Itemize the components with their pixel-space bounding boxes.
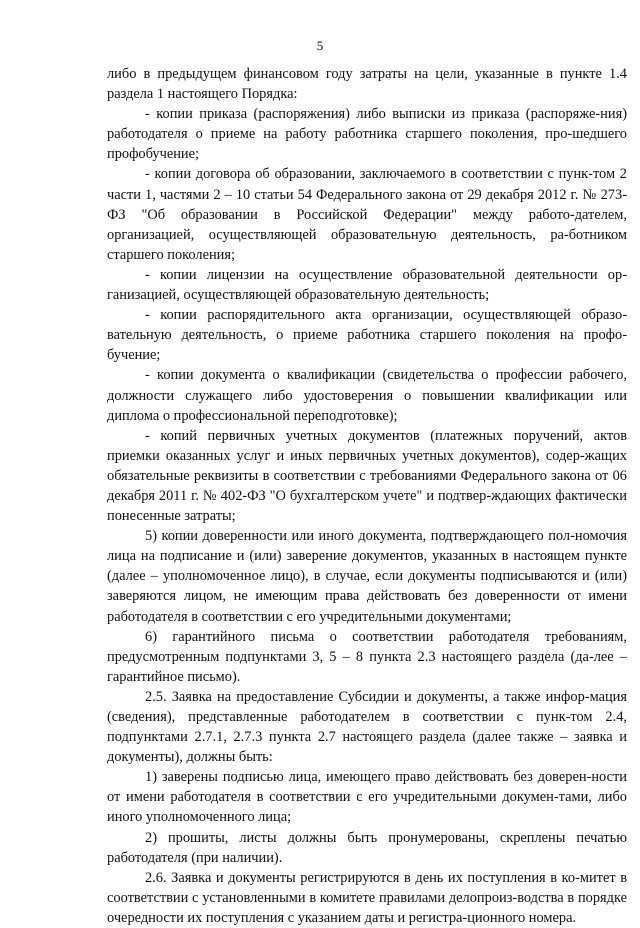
paragraph: либо в предыдущем финансовом году затраты на цели, указанные в пункте 1.4 раздела 1 настоящего Порядка: [107,66,627,103]
paragraph: 5) копии доверенности или иного документа, подтверждающего пол-номочия лица на подписание и (или) заверение документов, указанных в настоящем пункте (далее – уполномоченное лицо), в случае, если документы подписываются и (или) заверяются лицом, не имеющим права действовать без доверенности от имени работодателя в соответствии с его учредительными документами; [107,528,627,625]
page-number: 5 [316,38,324,53]
paragraph: 6) гарантийного письма о соответствии работодателя требованиям, предусмотренным подпунктами 3, 5 – 8 пункта 2.3 настоящего раздела (да-лее – гарантийное письмо). [107,628,627,685]
paragraph: - копии договора об образовании, заключаемого в соответствии с пунк-том 2 части 1, частями 2 – 10 статьи 54 Федерального закона от 29 декабря 2012 г. № 273-ФЗ "Об образовании в Российской Федерации" между работо-дателем, организацией, осуществляющей образовательную деятельность, ра-ботником старшего поколения; [107,166,627,263]
paragraph: 1) заверены подписью лица, имеющего право действовать без доверен-ности от имени работодателя в соответствии с его учредительными докумен-тами, либо иного уполномоченного лица; [107,769,627,826]
paragraph: - копий первичных учетных документов (платежных поручений, актов приемки оказанных услуг и иных первичных учетных документов), содер-жащих обязательные реквизиты в соответствии с требованиями Федерального закона от 06 декабря 2011 г. № 402-ФЗ "О бухгалтерском учете" и подтвер-ждающих фактически понесенные затраты; [107,427,627,525]
paragraph: - копии распорядительного акта организации, осуществляющей образо-вательную деятельность, о приеме работника старшего поколения на профо-бучение; [107,307,627,364]
paragraph: 2) прошиты, листы должны быть пронумерованы, скреплены печатью работодателя (при наличии). [107,829,627,866]
paragraph: 2.6. Заявка и документы регистрируются в день их поступления в ко-митет в соответствии с установленными в комитете правилами делопроиз-водства в порядке очередности их поступления с указанием даты и регистра-ционного номера. [107,869,627,926]
paragraph: - копии приказа (распоряжения) либо выписки из приказа (распоряже-ния) работодателя о приеме на работу работника старшего поколения, про-шедшего профобучение; [107,106,627,163]
paragraph: 2.5. Заявка на предоставление Субсидии и документы, а также инфор-мация (сведения), представленные работодателем в соответствии с пунк-том 2.4, подпунктами 2.7.1, 2.7.3 пункта 2.7 настоящего раздела (далее также – заявка и документы), должны быть: [107,688,627,766]
paragraph: - копии документа о квалификации (свидетельства о профессии рабочего, должности служащего либо удостоверения о повышении квалификации или диплома о профессиональной переподготовке); [107,367,627,424]
document-body [107,64,627,928]
paragraph: - копии лицензии на осуществление образовательной деятельности ор-ганизацией, осуществляющей образовательную деятельность; [107,266,627,304]
